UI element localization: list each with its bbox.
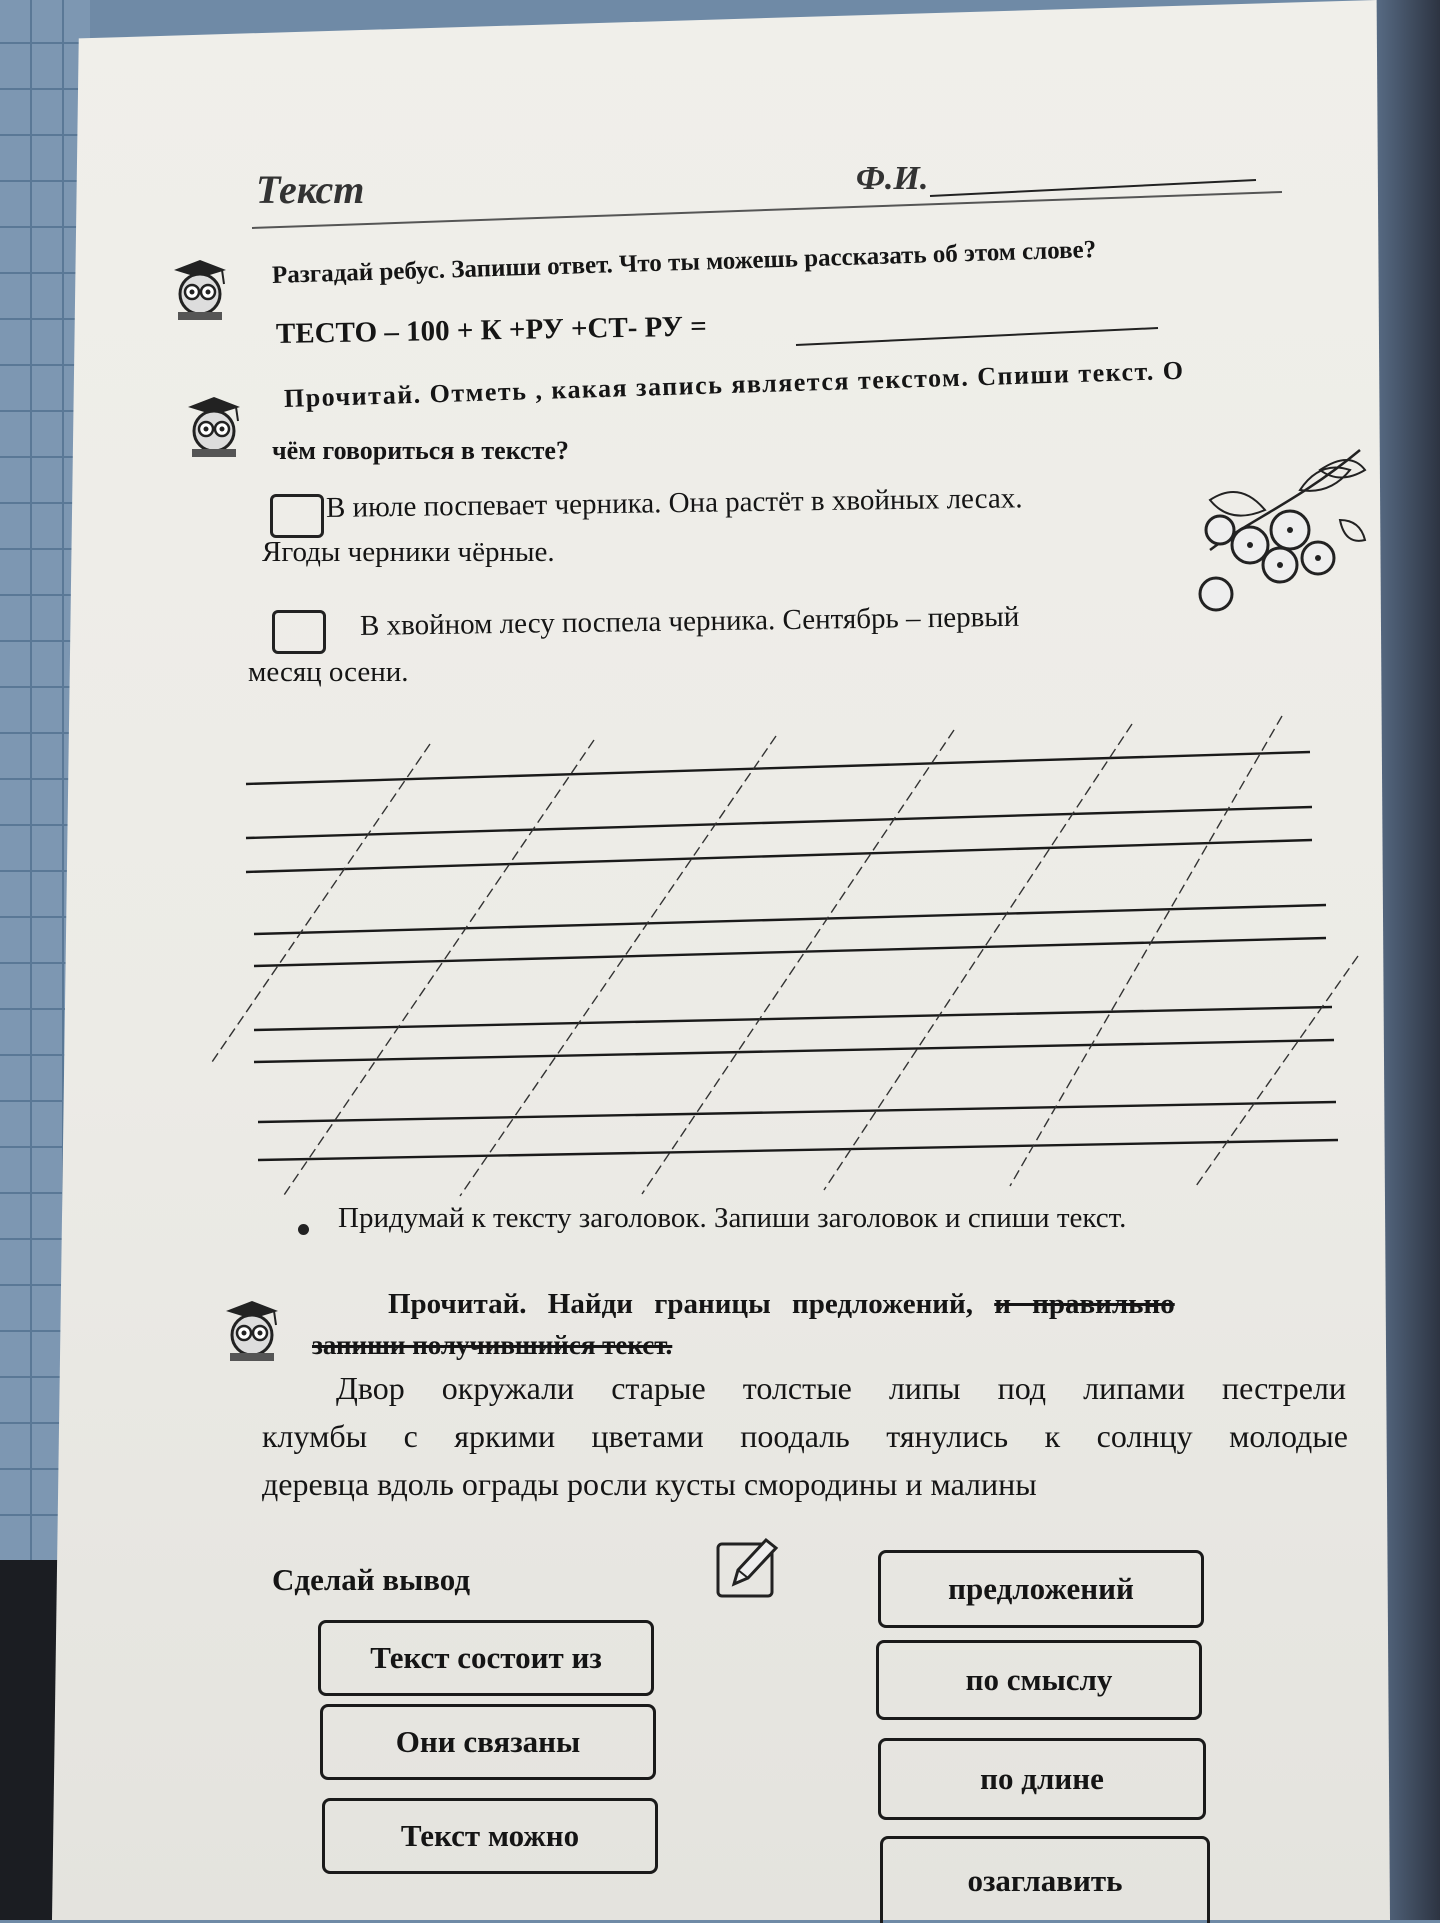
- conclusion-box-right-1[interactable]: предложений: [878, 1550, 1204, 1628]
- owl-scholar-icon: [184, 392, 244, 460]
- task3-paragraph-line3: деревца вдоль ограды росли кусты смородины и малины: [262, 1466, 1037, 1502]
- bullet-point: [298, 1224, 309, 1235]
- fio-label: Ф.И.: [856, 160, 929, 197]
- task3-instruction: [388, 1288, 1175, 1321]
- blueberry-branch-icon: [1190, 430, 1370, 620]
- task1-instruction: Разгадай ребус. Запиши ответ. Что ты можешь рассказать об этом слове?: [271, 236, 1097, 289]
- header-rule: [252, 192, 1282, 228]
- conclusion-box-right-4[interactable]: озаглавить: [880, 1836, 1210, 1923]
- slant-guide-lines: [212, 716, 1358, 1198]
- writing-lines: [246, 752, 1338, 1160]
- option2-checkbox[interactable]: [272, 610, 326, 654]
- owl-scholar-icon: [170, 256, 230, 322]
- owl-scholar-icon: [222, 1296, 282, 1364]
- task2-instruction-line2: чём говориться в тексте?: [272, 436, 569, 465]
- rebus-equation: ТЕСТО – 100 + К +РУ +СТ- РУ =: [275, 310, 707, 350]
- rebus-answer-line: [796, 328, 1158, 345]
- pencil-edit-icon: [714, 1534, 780, 1600]
- option1-text-line2: Ягоды черники чёрные.: [262, 536, 555, 568]
- task3-instruction-struck2: запиши получившийся текст.: [312, 1330, 673, 1360]
- fio-underline: [930, 180, 1256, 196]
- conclusion-box-left-3[interactable]: Текст можно: [322, 1798, 658, 1874]
- task3-instruction-struck1: и правильно: [994, 1288, 1175, 1320]
- conclusion-box-left-1[interactable]: Текст состоит из: [318, 1620, 654, 1696]
- option2-text-line2: месяц осени.: [248, 656, 409, 688]
- conclusion-label: Сделай вывод: [272, 1562, 471, 1597]
- task3-instruction-bold: Прочитай. Найди границы предложений,: [388, 1288, 973, 1320]
- task2-instruction-line1: Прочитай. Отметь , какая запись является текстом. Спиши текст. О: [283, 355, 1185, 413]
- option1-text-line1: В июле поспевает черника. Она растёт в хвойных лесах.: [325, 482, 1023, 524]
- conclusion-box-right-3[interactable]: по длине: [878, 1738, 1206, 1820]
- option2-text-line1: В хвойном лесу поспела черника. Сентябрь – первый: [359, 600, 1020, 642]
- task3-paragraph-line2: клумбы с яркими цветами поодаль тянулись к солнцу молодые: [262, 1418, 1348, 1454]
- conclusion-box-right-2[interactable]: по смыслу: [876, 1640, 1202, 1720]
- conclusion-box-left-2[interactable]: Они связаны: [320, 1704, 656, 1780]
- task3-paragraph-line1: Двор окружали старые толстые липы под липами пестрели: [336, 1370, 1346, 1406]
- task2-bullet-text: Придумай к тексту заголовок. Запиши заголовок и спиши текст.: [338, 1202, 1127, 1234]
- option1-checkbox[interactable]: [270, 494, 324, 538]
- worksheet-title: Текст: [256, 167, 365, 212]
